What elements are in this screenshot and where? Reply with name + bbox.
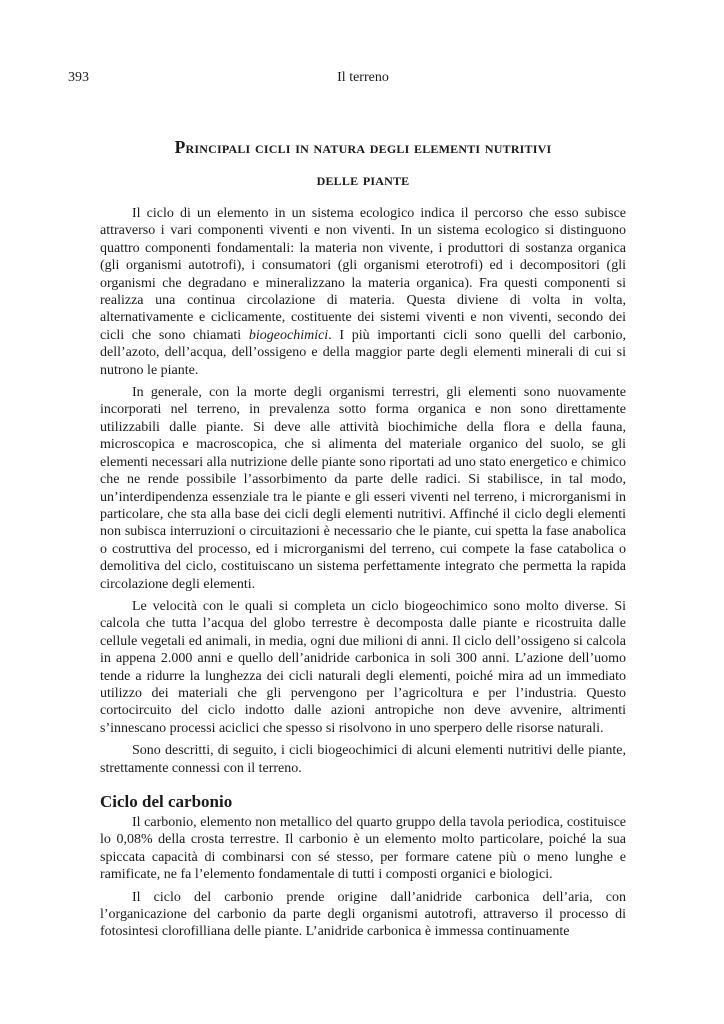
section-body	[100, 814, 626, 946]
chapter-title-line-1: Principali cicli in natura degli elementi nutritivi	[174, 137, 552, 157]
page-number: 393	[68, 70, 89, 85]
italic-term: biogeochimici	[248, 327, 329, 343]
paragraph: Sono descritti, di seguito, i cicli biogeochimici di alcuni elementi nutritivi delle piante, strettamente connessi con il terreno.	[100, 743, 626, 776]
intro-body	[100, 205, 626, 777]
running-title: Il terreno	[337, 70, 389, 85]
paragraph: In generale, con la morte degli organismi terrestri, gli elementi sono nuovamente incorporati nel terreno, in prevalenza sotto forma organica e non sono direttamente utilizzabili dalle piante. Si deve alle attività biochimiche della flora e della fauna, microscopica e macroscopica, che si alimenta del materiale organico del suolo, se gli elementi necessari alla nutrizione delle piante sono riportati ad uno stato energetico e chimico che ne rende possibile l’assorbimento da parte delle radici. Si stabilisce, in tal modo, un’interdipendenza essenziale tra le piante e gli esseri viventi nel terreno, i microrganismi in particolare, che sta alla base dei cicli degli elementi nutritivi. Affinché il ciclo degli elementi non subisca interruzioni o circuitazioni è necessario che le piante, cui spetta la fase anabolica o costruttiva del processo, ed i microrganismi del terreno, cui compete la fase catabolica o demolitiva del ciclo, costituiscano un sistema perfettamente integrato che permetta la rapida circolazione degli elementi.	[100, 385, 626, 592]
paragraph: Le velocità con le quali si completa un ciclo biogeochimico sono molto diverse. Si calcola che tutta l’acqua del globo terrestre è decomposta dalle piante e ricostruita dalle cellule vegetali ed animali, in media, ogni due milioni di anni. Il ciclo dell’ossigeno si calcola in appena 2.000 anni e quello dell’anidride carbonica in soli 300 anni. L’azione dell’uomo tende a ridurre la lunghezza dei cicli naturali degli elementi, poiché mira ad un immediato utilizzo dei materiali che gli pervengono per l’agricoltura e per l’industria. Questo cortocircuito del ciclo indotto dalle azioni antropiche non deve avvenire, altrimenti s’innescano processi aciclici che spesso si risolvono in uno sperpero delle risorse naturali.	[100, 598, 626, 736]
paragraph	[100, 205, 626, 379]
paragraph: Il ciclo del carbonio prende origine dall’anidride carbonica dell’aria, con l’organicazione del carbonio da parte degli organismi autotrofi, attraverso il processo di fotosintesi clorofilliana delle piante. L’anidride carbonica è immessa continuamente	[100, 889, 626, 940]
paragraph: Il carbonio, elemento non metallico del quarto gruppo della tavola periodica, costituisce lo 0,08% della crosta terrestre. Il carbonio è un elemento molto particolare, poiché la sua spiccata capacità di combinarsi con sé stesso, per formare catene più o meno lunghe e ramificate, ne fa l’elemento fondamentale di tutti i composti organici e biologici.	[100, 815, 626, 883]
paragraph-text: . I più importanti cicli sono quelli del carbonio, dell’azoto, dell’acqua, dell’ossigeno e della maggior parte degli elementi minerali di cui si nutrono le piante.	[100, 327, 626, 378]
running-header	[68, 69, 626, 87]
chapter-title	[100, 131, 626, 195]
paragraph-text: Il ciclo di un elemento in un sistema ecologico indica il percorso che esso subisce attraverso i vari componenti viventi e non viventi. In un sistema ecologico si distinguono quattro componenti fondamentali: la materia non vivente, i produttori di sostanza organica (gli organismi autotrofi), i consumatori (gli organismi eterotrofi) ed i decompositori (gli organismi che degradano e mineralizzano la materia organica). Fra questi componenti si realizza una continua circolazione di materia. Questa diviene di volta in volta, alternativamente e ciclicamente, costituente dei sistemi viventi e non viventi, secondo dei cicli che sono chiamati	[100, 206, 626, 343]
section-heading: Ciclo del carbonio	[100, 792, 233, 811]
chapter-title-line-2: delle piante	[316, 169, 410, 189]
